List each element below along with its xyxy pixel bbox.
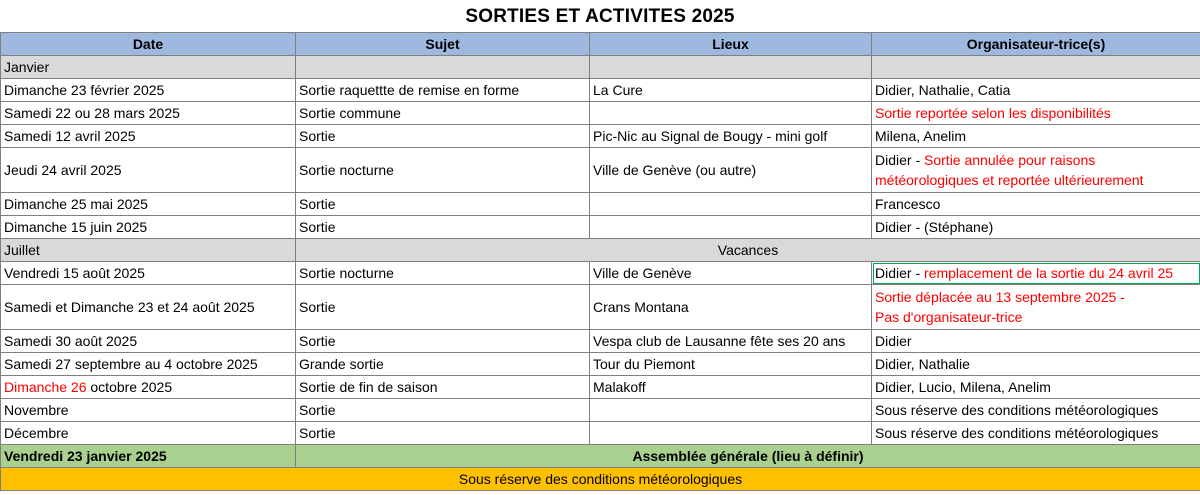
cell-date: Dimanche 25 mai 2025 xyxy=(1,193,296,216)
cell-sujet: Grande sortie xyxy=(296,353,590,376)
cell-organisateur: Didier, Nathalie xyxy=(872,353,1200,376)
cell-organisateur: Milena, Anelim xyxy=(872,125,1200,148)
cell-lieux xyxy=(590,399,872,422)
organisateur-name: Didier - xyxy=(875,152,925,168)
status-note: Sortie annulée pour raisons météorologiques et reportée ultérieurement xyxy=(875,152,1144,188)
cell-organisateur: Didier xyxy=(872,330,1200,353)
assembly-label: Assemblée générale (lieu à définir) xyxy=(296,445,1200,468)
cell-organisateur: Sous réserve des conditions météorologiques xyxy=(872,422,1200,445)
cell-date: Novembre xyxy=(1,399,296,422)
header-date: Date xyxy=(1,33,296,56)
cell-lieux xyxy=(590,193,872,216)
table-row xyxy=(1,262,1200,285)
cell-organisateur xyxy=(872,148,1200,193)
cell-date: Samedi 12 avril 2025 xyxy=(1,125,296,148)
cell-lieux: Ville de Genève xyxy=(590,262,872,285)
table-row xyxy=(1,285,1200,330)
cell-date: Dimanche 15 juin 2025 xyxy=(1,216,296,239)
cell-organisateur xyxy=(872,285,1200,330)
cell-lieux: Crans Montana xyxy=(590,285,872,330)
cell-sujet: Sortie nocturne xyxy=(296,262,590,285)
cell-lieux: La Cure xyxy=(590,79,872,102)
cell-sujet: Sortie raquettte de remise en forme xyxy=(296,79,590,102)
vacances-label: Vacances xyxy=(296,239,1200,262)
cell-organisateur xyxy=(872,262,1200,285)
table-row xyxy=(1,399,1200,422)
cell-sujet: Sortie nocturne xyxy=(296,148,590,193)
cell-lieux: Tour du Piemont xyxy=(590,353,872,376)
month-label: Juillet xyxy=(1,239,296,262)
cell-date xyxy=(1,376,296,399)
month-label: Janvier xyxy=(1,56,296,79)
table-row xyxy=(1,330,1200,353)
table-row xyxy=(1,79,1200,102)
cell-date: Samedi 30 août 2025 xyxy=(1,330,296,353)
cell-lieux xyxy=(590,102,872,125)
footer-note: Sous réserve des conditions météorologiques xyxy=(1,468,1200,491)
cell-lieux: Malakoff xyxy=(590,376,872,399)
table-row xyxy=(1,376,1200,399)
cell-lieux: Pic-Nic au Signal de Bougy - mini golf xyxy=(590,125,872,148)
header-lieux: Lieux xyxy=(590,33,872,56)
status-note-line2: Pas d'organisateur-trice xyxy=(875,309,1023,325)
cell-lieux: Vespa club de Lausanne fête ses 20 ans xyxy=(590,330,872,353)
month-row-janvier xyxy=(1,56,1200,79)
status-note: remplacement de la sortie du 24 avril 25 xyxy=(924,265,1174,281)
cell-date: Dimanche 23 février 2025 xyxy=(1,79,296,102)
cell-sujet: Sortie xyxy=(296,285,590,330)
cell-lieux xyxy=(590,422,872,445)
header-organisateur: Organisateur-trice(s) xyxy=(872,33,1200,56)
cell-sujet: Sortie xyxy=(296,125,590,148)
table-row xyxy=(1,102,1200,125)
table-row xyxy=(1,125,1200,148)
header-row xyxy=(1,33,1200,56)
cell-date: Jeudi 24 avril 2025 xyxy=(1,148,296,193)
cell-sujet: Sortie xyxy=(296,399,590,422)
cell-date: Samedi 27 septembre au 4 octobre 2025 xyxy=(1,353,296,376)
cell-sujet: Sortie xyxy=(296,330,590,353)
cell-sujet: Sortie commune xyxy=(296,102,590,125)
cell-sujet: Sortie xyxy=(296,193,590,216)
cell-date: Vendredi 15 août 2025 xyxy=(1,262,296,285)
table-row xyxy=(1,353,1200,376)
cell-organisateur: Francesco xyxy=(872,193,1200,216)
cell-lieux: Ville de Genève (ou autre) xyxy=(590,148,872,193)
activities-table xyxy=(0,32,1200,491)
cell-sujet: Sortie xyxy=(296,422,590,445)
header-sujet: Sujet xyxy=(296,33,590,56)
cell-lieux xyxy=(590,216,872,239)
cell-organisateur: Didier - (Stéphane) xyxy=(872,216,1200,239)
cell-organisateur: Sortie reportée selon les disponibilités xyxy=(872,102,1200,125)
cell-date: Samedi et Dimanche 23 et 24 août 2025 xyxy=(1,285,296,330)
page-title: SORTIES ET ACTIVITES 2025 xyxy=(465,6,735,27)
cell-date: Samedi 22 ou 28 mars 2025 xyxy=(1,102,296,125)
cell-organisateur: Didier, Lucio, Milena, Anelim xyxy=(872,376,1200,399)
cell-organisateur: Didier, Nathalie, Catia xyxy=(872,79,1200,102)
organisateur-name: Didier - xyxy=(875,265,925,281)
cell-sujet: Sortie de fin de saison xyxy=(296,376,590,399)
table-row xyxy=(1,422,1200,445)
cell-organisateur: Sous réserve des conditions météorologiques xyxy=(872,399,1200,422)
footer-row xyxy=(1,468,1200,491)
table-row xyxy=(1,193,1200,216)
cell-sujet: Sortie xyxy=(296,216,590,239)
month-row-juillet xyxy=(1,239,1200,262)
table-row xyxy=(1,148,1200,193)
assembly-date: Vendredi 23 janvier 2025 xyxy=(1,445,296,468)
date-highlight: Dimanche 26 xyxy=(4,379,87,395)
status-note-line1: Sortie déplacée au 13 septembre 2025 - xyxy=(875,289,1125,305)
assembly-row xyxy=(1,445,1200,468)
table-row xyxy=(1,216,1200,239)
date-rest: octobre 2025 xyxy=(86,379,173,395)
cell-date: Décembre xyxy=(1,422,296,445)
